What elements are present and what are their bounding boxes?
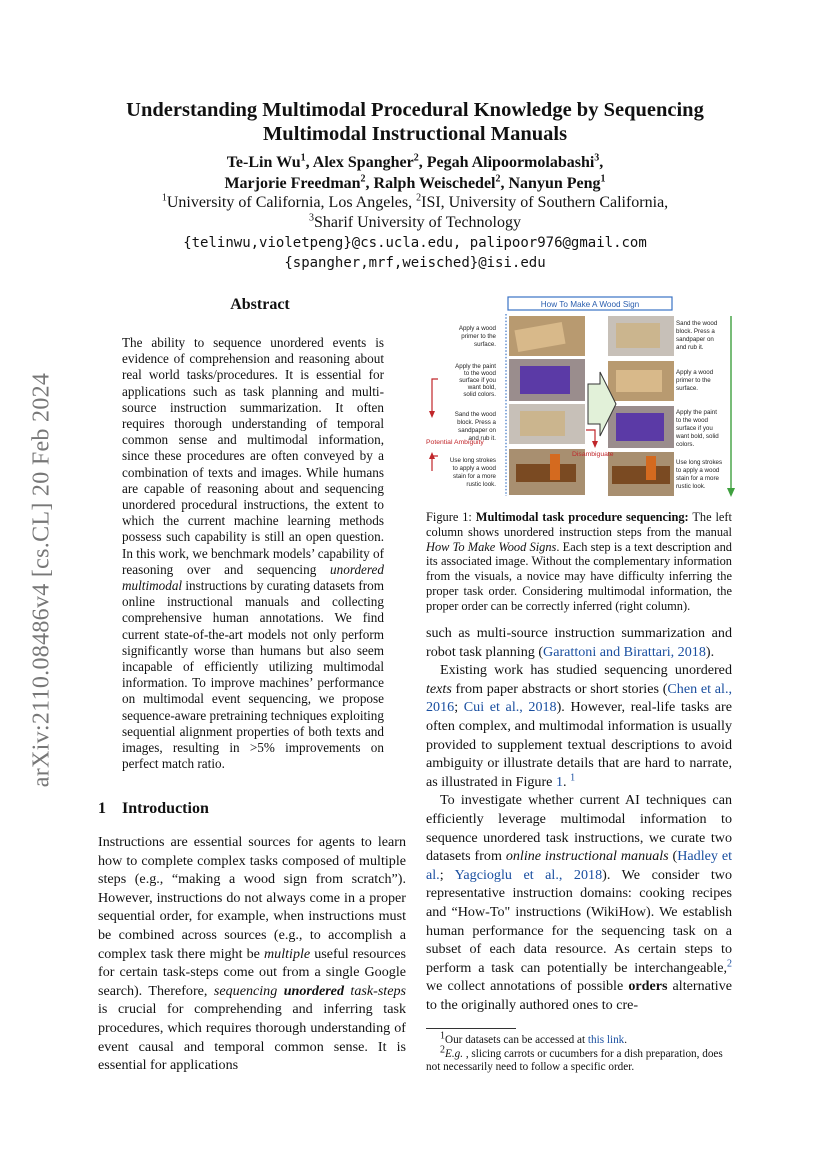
paragraph: To investigate whether current AI techniques can efficiently leverage multimodal information to sequence unordered task instructions, we curate two datasets from online instructional manuals (Hadley et al.; Yagcioglu et al., 2018). We consider two representative instruction domains: cooking recipes and “How-To" instructions (WikiHow). We establish human performance for the sequencing task on a subset of each data resource. As certain steps to perform a task can potentially be interchangeable,$^2$ we collect annotations of possible orders alternative to the originally authored ones to cre- (426, 792, 733, 1013)
email-line: {spangher,mrf,weisched}@isi.edu (284, 255, 546, 271)
left-step-texts (450, 325, 497, 488)
svg-text:to apply a wood: to apply a wood (676, 467, 720, 474)
disambiguate-label: Disambiguate (572, 451, 614, 458)
arxiv-id: arXiv:2110.08486v4 [cs.CL] 20 Feb 2024 (28, 372, 55, 788)
figure-ref-link[interactable]: 1 (555, 773, 564, 790)
author-line-1: Te-Lin Wu$^1$, Alex Spangher$^2$, Pegah Alipoormolabashi$^3$, (226, 152, 604, 171)
author-block (90, 152, 740, 194)
footnote-ref[interactable]: 1 (570, 772, 576, 784)
svg-text:primer to the: primer to the (461, 333, 496, 340)
svg-text:surface if you: surface if you (676, 425, 713, 432)
svg-text:Apply a wood: Apply a wood (676, 369, 714, 376)
svg-text:surface.: surface. (676, 385, 699, 392)
potential-ambiguity-label: Potential Ambiguity (426, 439, 484, 446)
author-name: Pegah Alipoormolabashi (426, 154, 595, 171)
author-line-2: Marjorie Freedman$^2$, Ralph Weischedel$^2$, Nanyun Peng$^1$ (224, 173, 606, 192)
author-name: Ralph Weischedel (373, 175, 496, 192)
svg-text:Use long strokes: Use long strokes (449, 457, 496, 464)
svg-text:block. Press a: block. Press a (676, 328, 715, 335)
footnote-1: $^1$Our datasets can be accessed at this link. (440, 1030, 628, 1046)
citation-link[interactable]: Garattoni and Birattari, 2018 (543, 643, 706, 660)
svg-text:sandpaper on: sandpaper on (676, 336, 714, 343)
figure-1 (420, 296, 738, 501)
footnote-ref[interactable]: 2 (727, 958, 732, 969)
svg-text:to apply a wood: to apply a wood (452, 465, 496, 472)
author-emails (90, 233, 740, 273)
author-name: Nanyun Peng (508, 175, 601, 192)
author-name: Marjorie Freedman (224, 175, 361, 192)
svg-text:want bold, solid: want bold, solid (676, 433, 719, 440)
right-images (608, 316, 674, 496)
svg-text:primer to the: primer to the (676, 377, 711, 384)
svg-text:to the wood: to the wood (464, 370, 496, 377)
email-line: {telinwu,violetpeng}@cs.ucla.edu, palipoor976@gmail.com (183, 235, 647, 251)
svg-text:colors.: colors. (676, 441, 695, 448)
svg-text:rustic look.: rustic look. (676, 483, 706, 490)
svg-text:and rub it.: and rub it. (468, 435, 496, 442)
left-step: Apply a wood (458, 325, 496, 332)
svg-text:stain for a more: stain for a more (453, 473, 496, 480)
svg-text:Sand the wood: Sand the wood (454, 411, 496, 418)
citation-link[interactable]: Hadley et al. (426, 848, 732, 883)
citation-link[interactable]: Cui et al., 2018 (463, 699, 557, 716)
footnote-rule (426, 1028, 516, 1029)
figure-1-caption: Figure 1: Multimodal task procedure sequencing: The left column shows unordered instruction steps from the manual How To Make Wood Signs. Each step is a text description and its associated image. Without the complementary information from the visuals, a novice may have difficulty inferring the proper task order. Considering multimodal information, the proper order can be correctly inferred (right column). (426, 510, 732, 613)
footnote-2: $^2$E.g. , slicing carrots or cucumbers for a dish preparation, does not necessarily need to follow a specific order. (426, 1043, 723, 1074)
right-column-body (426, 624, 732, 1014)
svg-text:Use long strokes: Use long strokes (676, 459, 723, 466)
section-heading-introduction: 1 Introduction (98, 800, 209, 817)
paper-title: Understanding Multimodal Procedural Knowledge by Sequencing Multimodal Instructional Manuals (126, 99, 704, 145)
left-images (509, 316, 585, 495)
abstract-text: The ability to sequence unordered events is evidence of comprehension and reasoning about real world tasks/procedures. It is essential for applications such as task planning and multi-source instruction summarization. It often requires thorough understanding of temporal common sense and multimodal information, since these procedures are often conveyed by a combination of texts and images. While humans are capable of reasoning about and sequencing unordered procedural instructions, the extent to which the current machine learning methods possess such capability is still an open question. In this work, we benchmark models’ capability of reasoning over and sequencing unordered multimodal instructions by curating datasets from online instructional manuals and collecting comprehensive human annotations. We find current state-of-the-art models not only perform significantly worse than humans but also seem incapable of efficiently utilizing multimodal information. To improve machines’ performance on multimodal event sequencing, we propose sequence-aware pretraining techniques exploiting sequential alignment properties of both texts and images, resulting in >5% improvements on perfect match ratio. (122, 335, 384, 772)
figure-banner: How To Make A Wood Sign (540, 300, 640, 309)
citation-link[interactable]: Yagcioglu et al., 2018 (454, 866, 603, 883)
footnotes (426, 1030, 732, 1075)
svg-text:want bold,: want bold, (467, 384, 496, 391)
order-arrow-head (727, 488, 735, 497)
paragraph: Existing work has studied sequencing unordered texts from paper abstracts or short stories (Chen et al., 2016; Cui et al., 2018). However, real-life tasks are often complex, and multimodal information is usually provided to supplement textual descriptions to avoid ambiguity or illustrate details that are hard to narrate, as illustrated in Figure 1. $^1$ (426, 662, 732, 790)
author-name: Alex Spangher (312, 154, 414, 171)
svg-text:to the wood: to the wood (676, 417, 708, 424)
right-step: Sand the wood (676, 320, 718, 327)
svg-text:Apply the paint: Apply the paint (676, 409, 717, 416)
arxiv-sidebar (22, 300, 62, 860)
paragraph: such as multi-source instruction summarization and robot task planning (Garattoni and Birattari, 2018). (426, 625, 732, 660)
svg-text:solid colors.: solid colors. (463, 391, 496, 398)
svg-text:and rub it.: and rub it. (676, 344, 704, 351)
right-step-texts (675, 320, 722, 490)
svg-text:surface if you: surface if you (459, 377, 496, 384)
intro-paragraph: Instructions are essential sources for agents to learn how to complete complex tasks composed of multiple steps (e.g., “making a wood sign from scratch”). However, instructions do not always come in a proper sequential order, for example, when instructions must be combined across sources (e.g., to accomplish a complex task there might be multiple useful resources for certain task-steps come out from a single Google search). Therefore, sequencing unordered task-steps is crucial for comprehending and inferring task procedures, which requires thorough understanding of event causal and temporal common sense. It is essential for applications (98, 834, 407, 1074)
affiliations: $^1$University of California, Los Angeles, $^2$ISI, University of Southern California, $^3$Sharif University of Technology (161, 192, 669, 231)
svg-text:stain for a more: stain for a more (676, 475, 719, 482)
svg-text:sandpaper on: sandpaper on (458, 427, 496, 434)
dataset-link[interactable]: this link (587, 1034, 625, 1046)
svg-text:Apply the paint: Apply the paint (455, 363, 496, 370)
svg-text:surface.: surface. (473, 341, 496, 348)
svg-text:block. Press a: block. Press a (457, 419, 496, 426)
abstract-heading: Abstract (230, 296, 290, 313)
svg-text:rustic look.: rustic look. (466, 481, 496, 488)
citation-link[interactable]: Chen et al., 2016 (426, 680, 732, 716)
author-name: Te-Lin Wu (226, 154, 301, 171)
ambiguity-bracket (432, 379, 438, 414)
